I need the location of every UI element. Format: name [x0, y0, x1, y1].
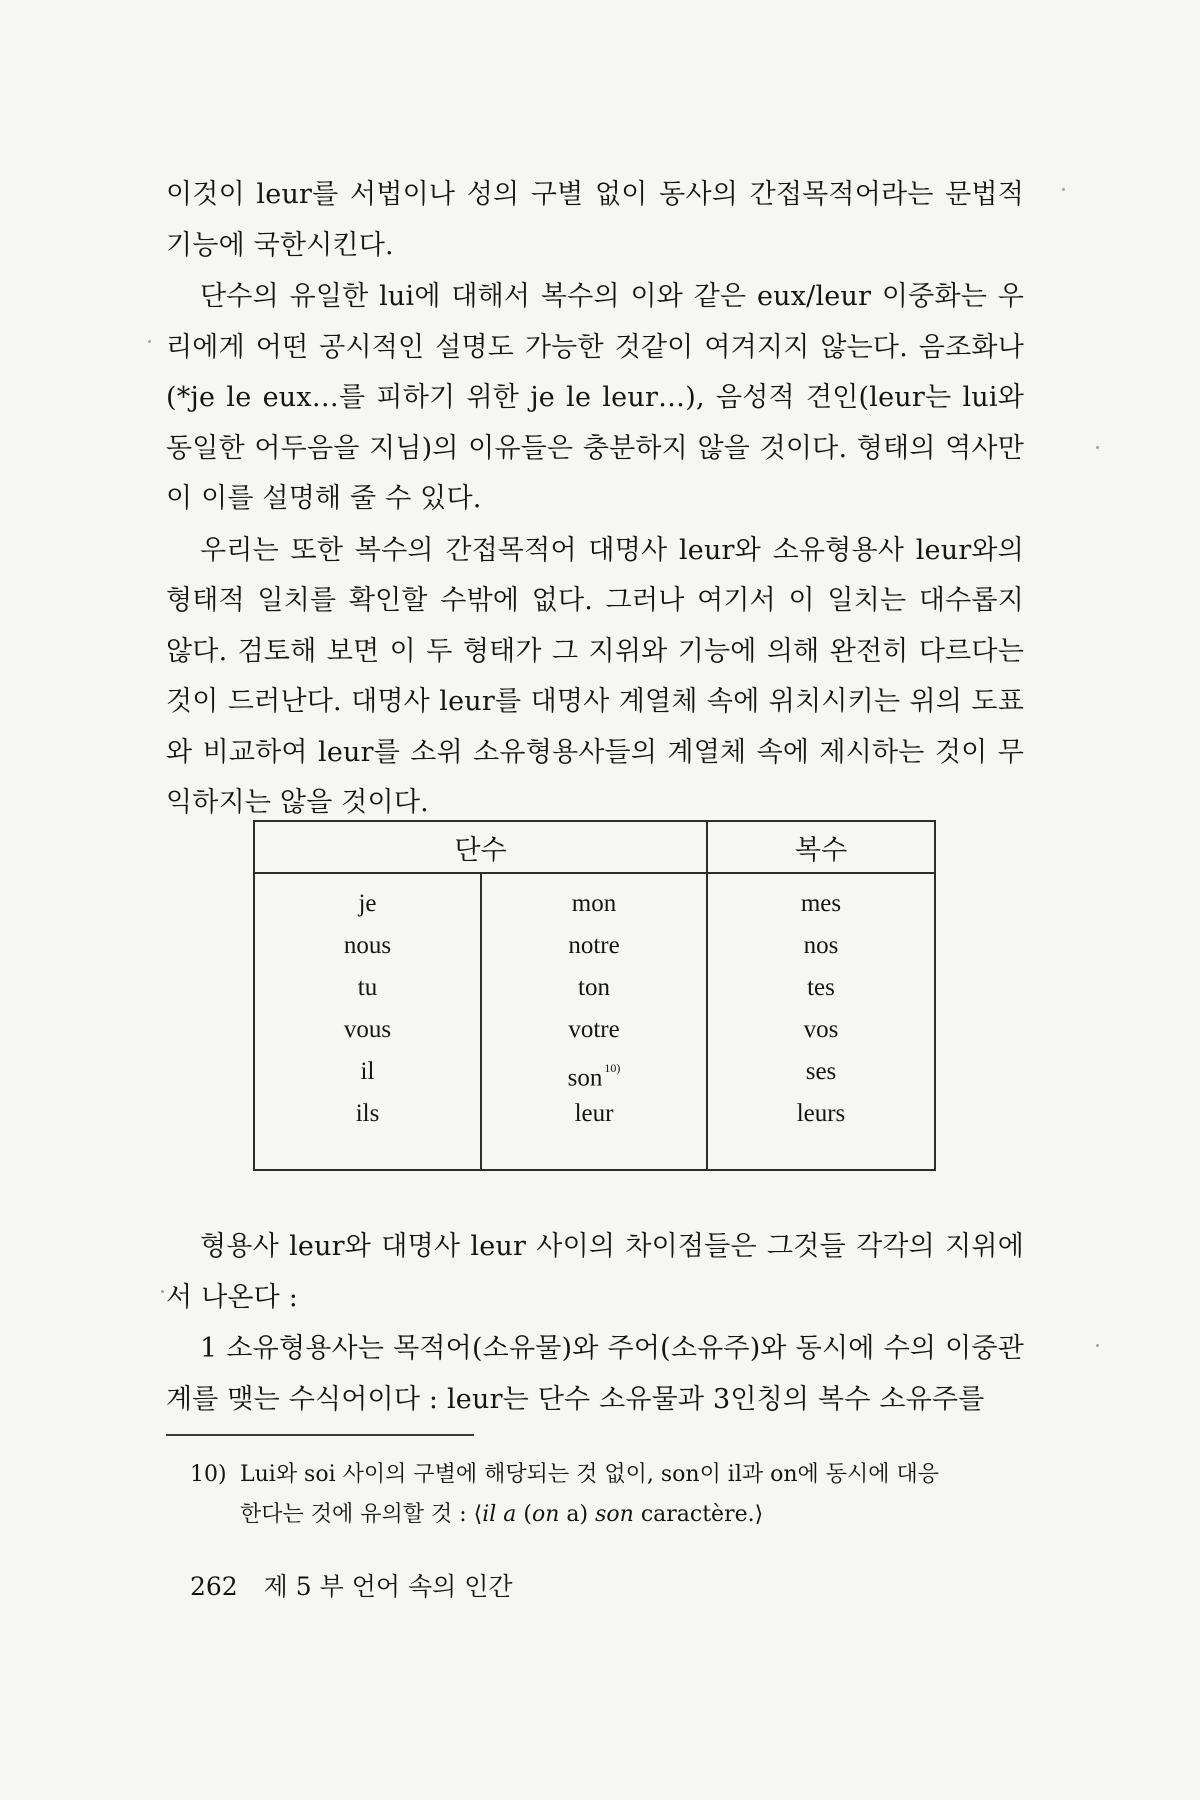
cell-plural: ses	[805, 1058, 837, 1085]
cell-plural: vos	[803, 1016, 839, 1043]
footnote-line-2-middle: (	[516, 1502, 532, 1527]
cell-singular: notre	[568, 932, 620, 959]
page-number: 262	[190, 1572, 238, 1601]
page-footer	[190, 1572, 513, 1602]
cell-pronoun: vous	[343, 1016, 392, 1043]
cell-singular: leur	[574, 1100, 614, 1127]
cell-pronoun: je	[358, 890, 377, 917]
paragraph-4: 형용사 leur와 대명사 leur 사이의 차이점들은 그것들 각각의 지위에서 나온다 :	[166, 1231, 1024, 1313]
section-title: 제 5 부 언어 속의 인간	[263, 1572, 513, 1601]
cell-singular: mon	[571, 890, 617, 917]
cell-singular-son	[482, 1056, 706, 1094]
cell-plural: nos	[803, 932, 839, 959]
cell-pronoun: il	[360, 1058, 375, 1085]
scan-speck	[148, 340, 151, 343]
cell-pronoun: tu	[357, 974, 378, 1001]
footnote-rule	[166, 1434, 474, 1436]
footnote-italic-2: on	[532, 1502, 560, 1527]
cell-pronoun: nous	[343, 932, 392, 959]
header-plural: 복수	[794, 834, 848, 866]
footnote-line-2	[240, 1495, 1024, 1535]
footnote-line-2-suffix: caractère.⟩	[633, 1502, 764, 1527]
footnote	[190, 1455, 1024, 1535]
cell-singular: votre	[568, 1016, 620, 1043]
paragraph-3: 우리는 또한 복수의 간접목적어 대명사 leur와 소유형용사 leur와의 형태적 일치를 확인할 수밖에 없다. 그러나 여기서 이 일치는 대수롭지 않다. 검토해 보면 이 두 형태가 그 지위와 기능에 의해 완전히 다르다는 것이 드러난다. 대명사 leur를 대명사 계열체 속에 위치시키는 위의 도표와 비교하여 leur를 소위 소유형용사들의 계열체 속에 제시하는 것이 무익하지는 않을 것이다.	[166, 534, 1024, 818]
table-column-plural-possessives	[708, 874, 934, 1169]
possessive-table	[253, 820, 936, 1171]
son-text: son	[567, 1064, 603, 1092]
table-column-singular-possessives	[482, 874, 708, 1169]
footnote-line-2-prefix: 한다는 것에 유의할 것 : ⟨	[240, 1502, 483, 1527]
footnote-italic-3: son	[595, 1502, 634, 1527]
post-table-text	[166, 1222, 1024, 1426]
scan-speck	[1096, 1344, 1099, 1347]
cell-plural: leurs	[796, 1100, 846, 1127]
paragraph-2: 단수의 유일한 lui에 대해서 복수의 이와 같은 eux/leur 이중화는 우리에게 어떤 공시적인 설명도 가능한 것같이 여겨지지 않는다. 음조화나 (*je le eux…를 피하기 위한 je le leur…), 음성적 견인(leur는 lui와 동일한 어두음을 지님)의 이유들은 충분하지 않을 것이다. 형태의 역사만이 이를 설명해 줄 수 있다.	[166, 281, 1024, 514]
table-header-row	[255, 822, 934, 874]
cell-pronoun: ils	[355, 1100, 380, 1127]
footnote-line-2-middle2: a)	[559, 1502, 596, 1527]
footnote-line-1: Lui와 soi 사이의 구별에 해당되는 것 없이, son이 il과 on에 동시에 대응	[240, 1462, 940, 1487]
table-column-pronouns	[255, 874, 482, 1169]
scan-speck	[1062, 188, 1065, 191]
cell-singular: ton	[578, 974, 610, 1001]
footnote-number: 10)	[190, 1462, 227, 1487]
header-single: 단수	[255, 822, 708, 872]
scan-speck	[161, 1290, 164, 1293]
scan-speck	[1096, 446, 1099, 449]
cell-plural: mes	[800, 890, 842, 917]
main-body-text	[166, 170, 1024, 830]
paragraph-5: 1 소유형용사는 목적어(소유물)와 주어(소유주)와 동시에 수의 이중관계를 맺는 수식어이다 : leur는 단수 소유물과 3인칭의 복수 소유주를	[166, 1333, 1024, 1415]
footnote-ref: 10)	[604, 1061, 621, 1075]
footnote-text	[240, 1455, 1024, 1535]
footnote-italic-1: il a	[482, 1502, 517, 1527]
paragraph-1: 이것이 leur를 서법이나 성의 구별 없이 동사의 간접목적어라는 문법적 기능에 국한시킨다.	[166, 179, 1024, 261]
cell-plural: tes	[807, 974, 835, 1001]
